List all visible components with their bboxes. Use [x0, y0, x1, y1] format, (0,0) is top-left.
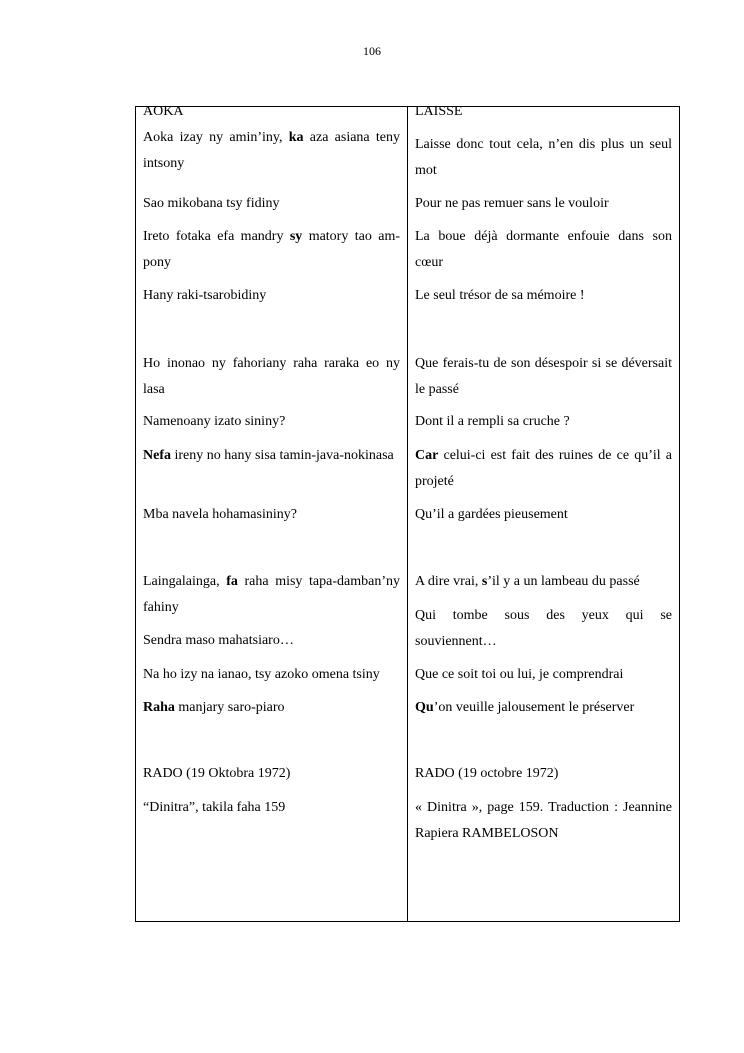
poem-line: Ho inonao ny fahoriany raha raraka eo ny lasa: [143, 356, 400, 397]
poem-line: Qui tombe sous des yeux qui se souviennent…: [415, 608, 672, 649]
poem-source: « Dinitra », page 159. Traduction : Jeannine Rapiera RAMBELOSON: [415, 800, 672, 841]
poem-line: Qu’on veuille jalousement le préserver: [415, 700, 635, 715]
poem-line: Ireto fotaka efa mandry sy matory tao am-pony: [143, 229, 400, 270]
poem-title-french: LAISSE: [415, 104, 463, 119]
poem-line: Dont il a rempli sa cruche ?: [415, 414, 570, 429]
poem-line: Na ho izy na ianao, tsy azoko omena tsiny: [143, 667, 380, 682]
poem-line: Que ferais-tu de son désespoir si se déversait le passé: [415, 356, 672, 397]
poem-line: Mba navela hohamasininy?: [143, 507, 297, 522]
page-number: 106: [363, 44, 381, 58]
poem-line: Raha manjary saro-piaro: [143, 700, 285, 715]
poem-line: Car celui-ci est fait des ruines de ce qu’il a projeté: [415, 448, 672, 489]
poem-line: Pour ne pas remuer sans le vouloir: [415, 196, 609, 211]
french-column: [408, 104, 679, 921]
poem-line: Que ce soit toi ou lui, je comprendrai: [415, 667, 624, 682]
poem-line: Namenoany izato sininy?: [143, 414, 286, 429]
poem-line: Le seul trésor de sa mémoire !: [415, 288, 585, 303]
poem-line: Laisse donc tout cela, n’en dis plus un seul mot: [415, 137, 672, 178]
poem-line: Qu’il a gardées pieusement: [415, 507, 568, 522]
poem-line: Laingalainga, fa raha misy tapa-damban’ny fahiny: [143, 574, 401, 615]
poem-line: A dire vrai, s’il y a un lambeau du passé: [415, 574, 640, 589]
poem-line: La boue déjà dormante enfouie dans son cœur: [415, 229, 672, 270]
poem-line: Aoka izay ny amin’iny, ka aza asiana teny intsony: [143, 130, 400, 171]
poem-source: “Dinitra”, takila faha 159: [143, 800, 286, 815]
malagasy-column: [136, 104, 408, 921]
poem-signature: RADO (19 Oktobra 1972): [143, 766, 291, 781]
poem-line: Sao mikobana tsy fidiny: [143, 196, 280, 211]
poem-line: Sendra maso mahatsiaro…: [143, 633, 294, 648]
bilingual-poem-table: [135, 106, 680, 922]
poem-title-malagasy: AOKA: [143, 104, 184, 119]
poem-line: Nefa ireny no hany sisa tamin-java-nokinasa: [143, 448, 394, 463]
poem-signature: RADO (19 octobre 1972): [415, 766, 559, 781]
poem-line: Hany raki-tsarobidiny: [143, 288, 267, 303]
